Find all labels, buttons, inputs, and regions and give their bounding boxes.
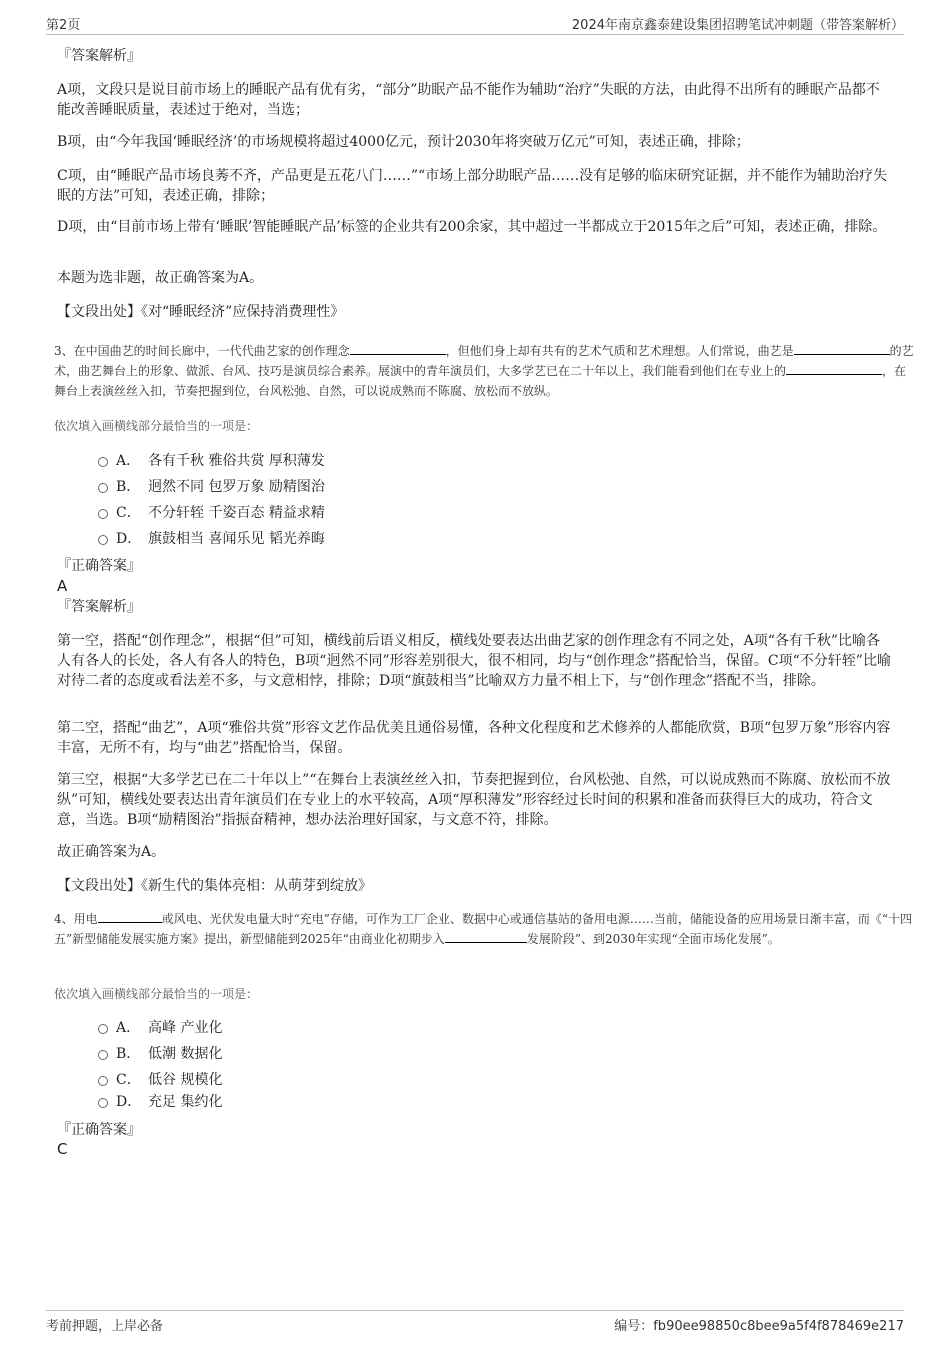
blank-2 [794, 342, 890, 355]
q4-answer-label: 『正确答案』 [57, 1122, 141, 1138]
q2-source: 【文段出处】《对“睡眠经济”应保持消费理性》 [57, 304, 345, 320]
radio-icon[interactable] [98, 509, 108, 519]
q4-option-b[interactable]: B． 低潮 数据化 [98, 1044, 222, 1064]
q2-analysis-c: C项，由“睡眠产品市场良莠不齐，产品更是五花八门……”“市场上部分助眠产品……没有足够的临床研究证据，并不能作为辅助治疗失眠的方法”可知，表述正确，排除； [57, 168, 888, 204]
q3-prompt: 依次填入画横线部分最恰当的一项是： [54, 419, 259, 433]
q3-answer: A [57, 577, 68, 595]
radio-icon[interactable] [98, 535, 108, 545]
page-header [46, 12, 904, 35]
q4-prompt: 依次填入画横线部分最恰当的一项是： [54, 987, 259, 1001]
page-footer [46, 1310, 904, 1333]
q3-option-b[interactable]: B． 迥然不同 包罗万象 励精图治 [98, 477, 325, 497]
radio-icon[interactable] [98, 1024, 108, 1034]
q2-analysis-a: A项，文段只是说目前市场上的睡眠产品有优有劣，“部分”助眠产品不能作为辅助“治疗”失眠的方法，由此得不出所有的睡眠产品都不能改善睡眠质量，表述过于绝对，当选； [57, 82, 880, 118]
radio-icon[interactable] [98, 1098, 108, 1108]
q2-conclusion: 本题为选非题，故正确答案为A。 [57, 270, 264, 286]
q3-option-c[interactable]: C． 不分轩轾 千姿百态 精益求精 [98, 503, 325, 523]
document-code: 编号：fb90ee98850c8bee9a5f4f878469e217 [614, 1319, 904, 1334]
q3-option-d[interactable]: D． 旗鼓相当 喜闻乐见 韬光养晦 [98, 529, 325, 549]
radio-icon[interactable] [98, 483, 108, 493]
q2-analysis-label: 『答案解析』 [57, 48, 141, 64]
q3-answer-label: 『正确答案』 [57, 558, 141, 574]
radio-icon[interactable] [98, 457, 108, 467]
blank-2 [445, 930, 527, 943]
q3-analysis-3: 第三空，根据“大多学艺已在二十年以上”“在舞台上表演丝丝入扣，节奏把握到位，台风松弛、自然，可以说成熟而不陈腐、放松而不放纵”可知，横线处要表达出青年演员们在专业上的水平较高，A项“厚积薄发”形容经过长时间的积累和准备而获得巨大的成功，符合文意，当选。B项“励精图治”指振奋精神，想办法治理好国家，与文意不符，排除。 [57, 772, 891, 828]
q4-option-a[interactable]: A． 高峰 产业化 [98, 1018, 222, 1038]
q4-answer: C [57, 1140, 68, 1158]
q4-stem: 4、用电 或风电、光伏发电量大时“充电”存储，可作为工厂企业、数据中心或通信基站的备用电源……当前，储能设备的应用场景日渐丰富，而《“十四五”新型储能发展实施方案》提出，新型储能到2025年“由商业化初期步入 发展阶段”、到2030年实现“全面市场化发展”。 [54, 912, 913, 946]
q2-analysis-d: D项，由“目前市场上带有‘睡眠’智能睡眠产品’标签的企业共有200余家，其中超过一半都成立于2015年之后”可知，表述正确，排除。 [57, 219, 887, 235]
q3-conclusion: 故正确答案为A。 [57, 844, 166, 860]
footer-slogan: 考前押题，上岸必备 [46, 1319, 164, 1334]
blank-1 [350, 342, 446, 355]
radio-icon[interactable] [98, 1050, 108, 1060]
document-title: 2024年南京鑫泰建设集团招聘笔试冲刺题（带答案解析） [571, 18, 904, 33]
q3-analysis-label: 『答案解析』 [57, 599, 141, 615]
q3-analysis-1: 第一空，搭配“创作理念”，根据“但”可知，横线前后语义相反，横线处要表达出曲艺家的创作理念有不同之处，A项“各有千秋”比喻各人有各人的长处，各人有各人的特色，B项“迥然不同”形容差别很大，很不相同，均与“创作理念”搭配恰当，保留。C项“不分轩轾”比喻对待二者的态度或看法差不多，与文意相悖，排除；D项“旗鼓相当”比喻双方力量不相上下，与“创作理念”搭配不当，排除。 [57, 633, 891, 689]
q3-source: 【文段出处】《新生代的集体亮相：从萌芽到绽放》 [57, 878, 372, 894]
q3-analysis-2: 第二空，搭配“曲艺”，A项“雅俗共赏”形容文艺作品优美且通俗易懂，各种文化程度和艺术修养的人都能欣赏，B项“包罗万象”形容内容丰富，无所不有，均与“曲艺”搭配恰当，保留。 [57, 720, 891, 756]
q4-option-d[interactable]: D． 充足 集约化 [98, 1092, 222, 1112]
radio-icon[interactable] [98, 1076, 108, 1086]
q4-option-c[interactable]: C． 低谷 规模化 [98, 1070, 222, 1090]
blank-3 [786, 362, 882, 375]
q2-analysis-b: B项，由“今年我国‘睡眠经济’的市场规模将超过4000亿元，预计2030年将突破万亿元”可知，表述正确，排除； [57, 134, 750, 150]
blank-1 [98, 910, 162, 923]
q3-stem: 3、在中国曲艺的时间长廊中，一代代曲艺家的创作理念 ，但他们身上却有共有的艺术气质和艺术理想。人们常说，曲艺是 的艺术，曲艺舞台上的形象、做派、台风、技巧是演员综合素养。展演中的青年演员们，大多学艺已在二十年以上，我们能看到他们在专业上的 ，在舞台上表演丝丝入扣，节奏把握到位，台风松弛、自然，可以说成熟而不陈腐、放松而不放纵。 [54, 344, 914, 398]
page-number: 第2页 [46, 18, 81, 33]
q3-option-a[interactable]: A． 各有千秋 雅俗共赏 厚积薄发 [98, 451, 325, 471]
